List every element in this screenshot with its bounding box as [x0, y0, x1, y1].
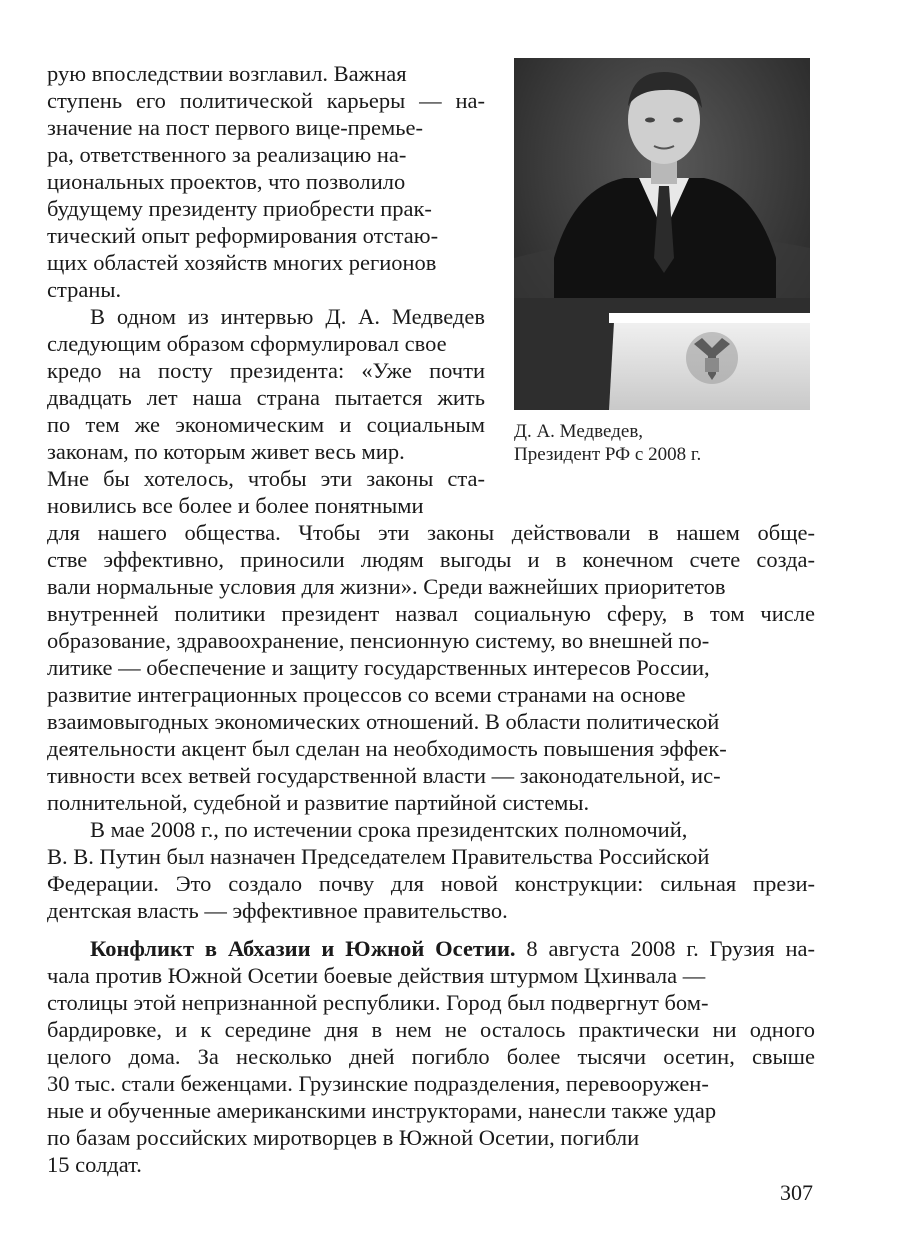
text-line: развитие интеграционных процессов со всеми странами на основе [47, 682, 686, 707]
text-line: рую впоследствии возглавил. Важная [47, 61, 407, 86]
text-line: для нашего общества. Чтобы эти законы действовали в нашем обще- [47, 520, 815, 545]
text-line: по базам российских миротворцев в Южной Осетии, погибли [47, 1125, 640, 1150]
coat-of-arms-icon [686, 332, 738, 384]
text-line: внутренней политики президент назвал социальную сферу, в том числе [47, 601, 815, 626]
text-line: ра, ответственного за реализацию на- [47, 142, 407, 167]
medvedev-photo [514, 58, 810, 410]
section-first-line [90, 935, 815, 962]
text-line: вали нормальные условия для жизни». Среди важнейших приоритетов [47, 574, 726, 599]
text-line: целого дома. За несколько дней погибло более тысячи осетин, свыше [47, 1044, 815, 1069]
text-line: чала против Южной Осетии боевые действия штурмом Цхинвала — [47, 963, 706, 988]
text-line: взаимовыгодных экономических отношений. В области политической [47, 709, 720, 734]
text-line: будущему президенту приобрести прак- [47, 196, 432, 221]
text-line: кредо на посту президента: «Уже почти [47, 358, 485, 383]
page-number: 307 [780, 1180, 813, 1205]
section-first-line-text: 8 августа 2008 г. Грузия на- [515, 936, 816, 961]
text-line: В мае 2008 г., по истечении срока президентских полномочий, [90, 817, 688, 842]
text-line: по тем же экономическим и социальным [47, 412, 485, 437]
text-line: 15 солдат. [47, 1152, 142, 1177]
text-line: следующим образом сформулировал свое [47, 331, 447, 356]
text-line: столицы этой непризнанной республики. Город был подвергнут бом- [47, 990, 709, 1015]
text-line: 30 тыс. стали беженцами. Грузинские подразделения, перевооружен- [47, 1071, 709, 1096]
text-line: тивности всех ветвей государственной власти — законодательной, ис- [47, 763, 721, 788]
portrait-image [514, 58, 810, 410]
caption-line: Президент РФ с 2008 г. [514, 444, 702, 465]
section-heading: Конфликт в Абхазии и Южной Осетии. [90, 936, 516, 961]
photo-caption [514, 420, 814, 466]
text-line: литике — обеспечение и защиту государственных интересов России, [47, 655, 710, 680]
text-line: стве эффективно, приносили людям выгоды и в конечном счете созда- [47, 547, 815, 572]
text-line: значение на пост первого вице-премье- [47, 115, 423, 140]
text-line: новились все более и более понятными [47, 493, 424, 518]
text-line: страны. [47, 277, 122, 302]
text-line: ные и обученные американскими инструкторами, нанесли также удар [47, 1098, 717, 1123]
text-line: тический опыт реформирования отстаю- [47, 223, 439, 248]
text-line: циональных проектов, что позволило [47, 169, 406, 194]
text-line: В одном из интервью Д. А. Медведев [90, 304, 485, 329]
text-line: ступень его политической карьеры — на- [47, 88, 485, 113]
text-line: законам, по которым живет весь мир. [47, 439, 405, 464]
text-line: В. В. Путин был назначен Председателем Правительства Российской [47, 844, 710, 869]
text-line: двадцать лет наша страна пытается жить [47, 385, 485, 410]
caption-line: Д. А. Медведев, [514, 421, 644, 442]
text-line: дентская власть — эффективное правительство. [47, 898, 508, 923]
text-line: образование, здравоохранение, пенсионную систему, во внешней по- [47, 628, 710, 653]
text-line: Федерации. Это создало почву для новой конструкции: сильная прези- [47, 871, 815, 896]
text-line: деятельности акцент был сделан на необходимость повышения эффек- [47, 736, 727, 761]
text-line: Мне бы хотелось, чтобы эти законы ста- [47, 466, 485, 491]
text-line: полнительной, судебной и развитие партийной системы. [47, 790, 590, 815]
text-line: бардировке, и к середине дня в нем не осталось практически ни одного [47, 1017, 815, 1042]
text-line: щих областей хозяйств многих регионов [47, 250, 437, 275]
